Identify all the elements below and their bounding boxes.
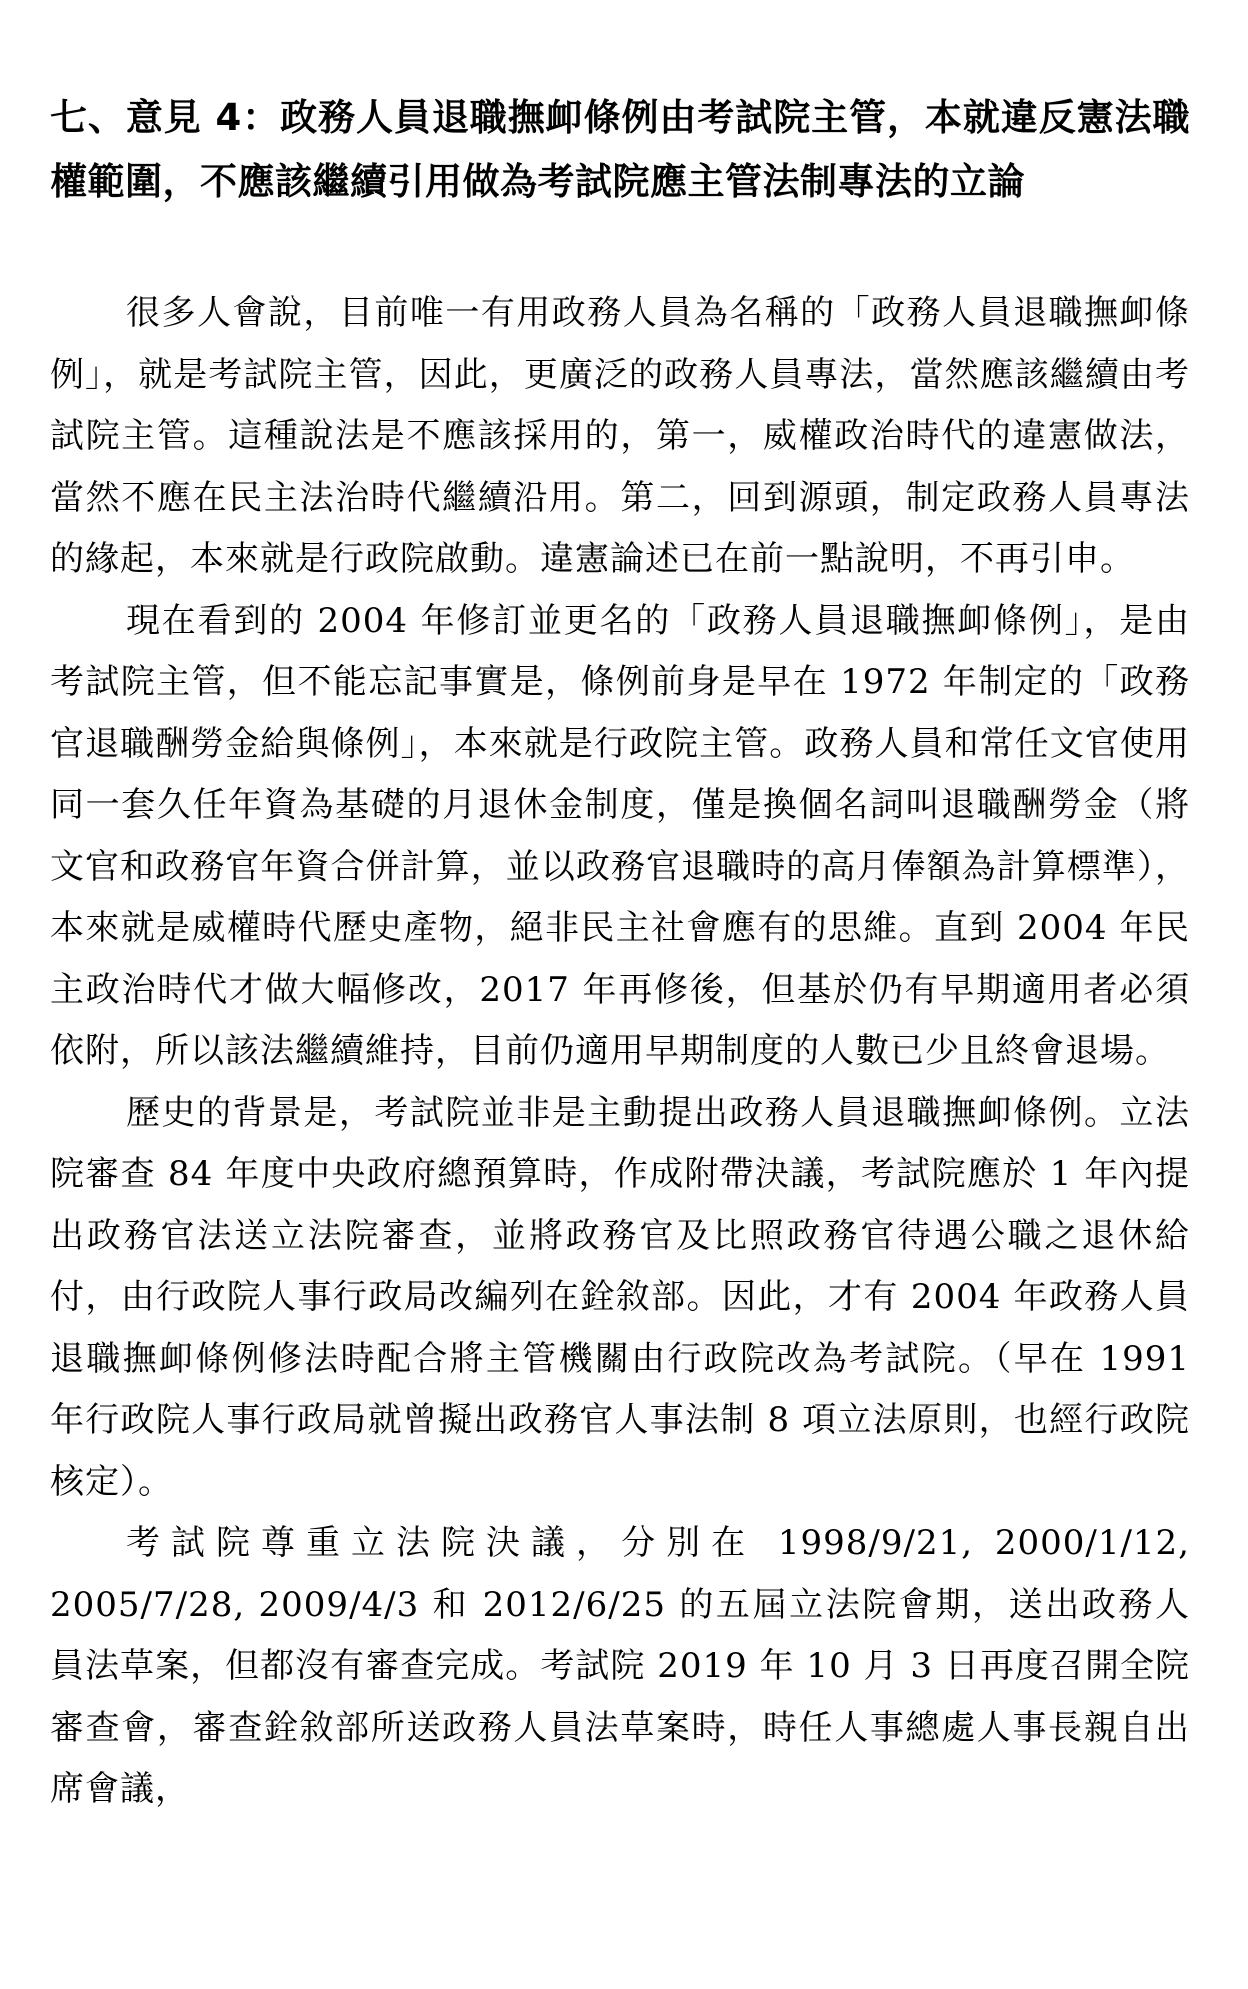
paragraph-3: 歷史的背景是，考試院並非是主動提出政務人員退職撫卹條例。立法院審查 84 年度中央政府總預算時，作成附帶決議，考試院應於 1 年內提出政務官法送立法院審查，並將政務官及比照政務官待遇公職之退休給付，由行政院人事行政局改編列在銓敘部。因此，才有 2004 年政務人員退職撫卹條例修法時配合將主管機關由行政院改為考試院。（早在 1991 年行政院人事行政局就曾擬出政務官人事法制 8 項立法原則，也經行政院核定）。	[50, 1092, 1190, 1502]
paragraph-1: 很多人會說，目前唯一有用政務人員為名稱的「政務人員退職撫卹條例」，就是考試院主管，因此，更廣泛的政務人員專法，當然應該繼續由考試院主管。這種說法是不應該採用的，第一，威權政治時代的違憲做法，當然不應在民主法治時代繼續沿用。第二，回到源頭，制定政務人員專法的緣起，本來就是行政院啟動。違憲論述已在前一點說明，不再引申。	[50, 293, 1190, 579]
section-heading: 七、意見 4：政務人員退職撫卹條例由考試院主管，本就違反憲法職權範圍，不應該繼續引用做為考試院應主管法制專法的立論	[50, 96, 1190, 203]
paragraph-4: 考試院尊重立法院決議，分別在 1998/9/21, 2000/1/12, 2005/7/28, 2009/4/3 和 2012/6/25 的五屆立法院會期，送出政務人員法草案，但都沒有審查完成。考試院 2019 年 10 月 3 日再度召開全院審查會，審查銓敘部所送政務人員法草案時，時任人事總處人事長親自出席會議，	[50, 1523, 1190, 1809]
paragraph-2: 現在看到的 2004 年修訂並更名的「政務人員退職撫卹條例」，是由考試院主管，但不能忘記事實是，條例前身是早在 1972 年制定的「政務官退職酬勞金給與條例」，本來就是行政院主管。政務人員和常任文官使用同一套久任年資為基礎的月退休金制度，僅是換個名詞叫退職酬勞金（將文官和政務官年資合併計算，並以政務官退職時的高月俸額為計算標準），本來就是威權時代歷史產物，絕非民主社會應有的思維。直到 2004 年民主政治時代才做大幅修改，2017 年再修後，但基於仍有早期適用者必須依附，所以該法繼續維持，目前仍適用早期制度的人數已少且終會退場。	[50, 600, 1190, 1071]
document-page	[50, 86, 1190, 1821]
